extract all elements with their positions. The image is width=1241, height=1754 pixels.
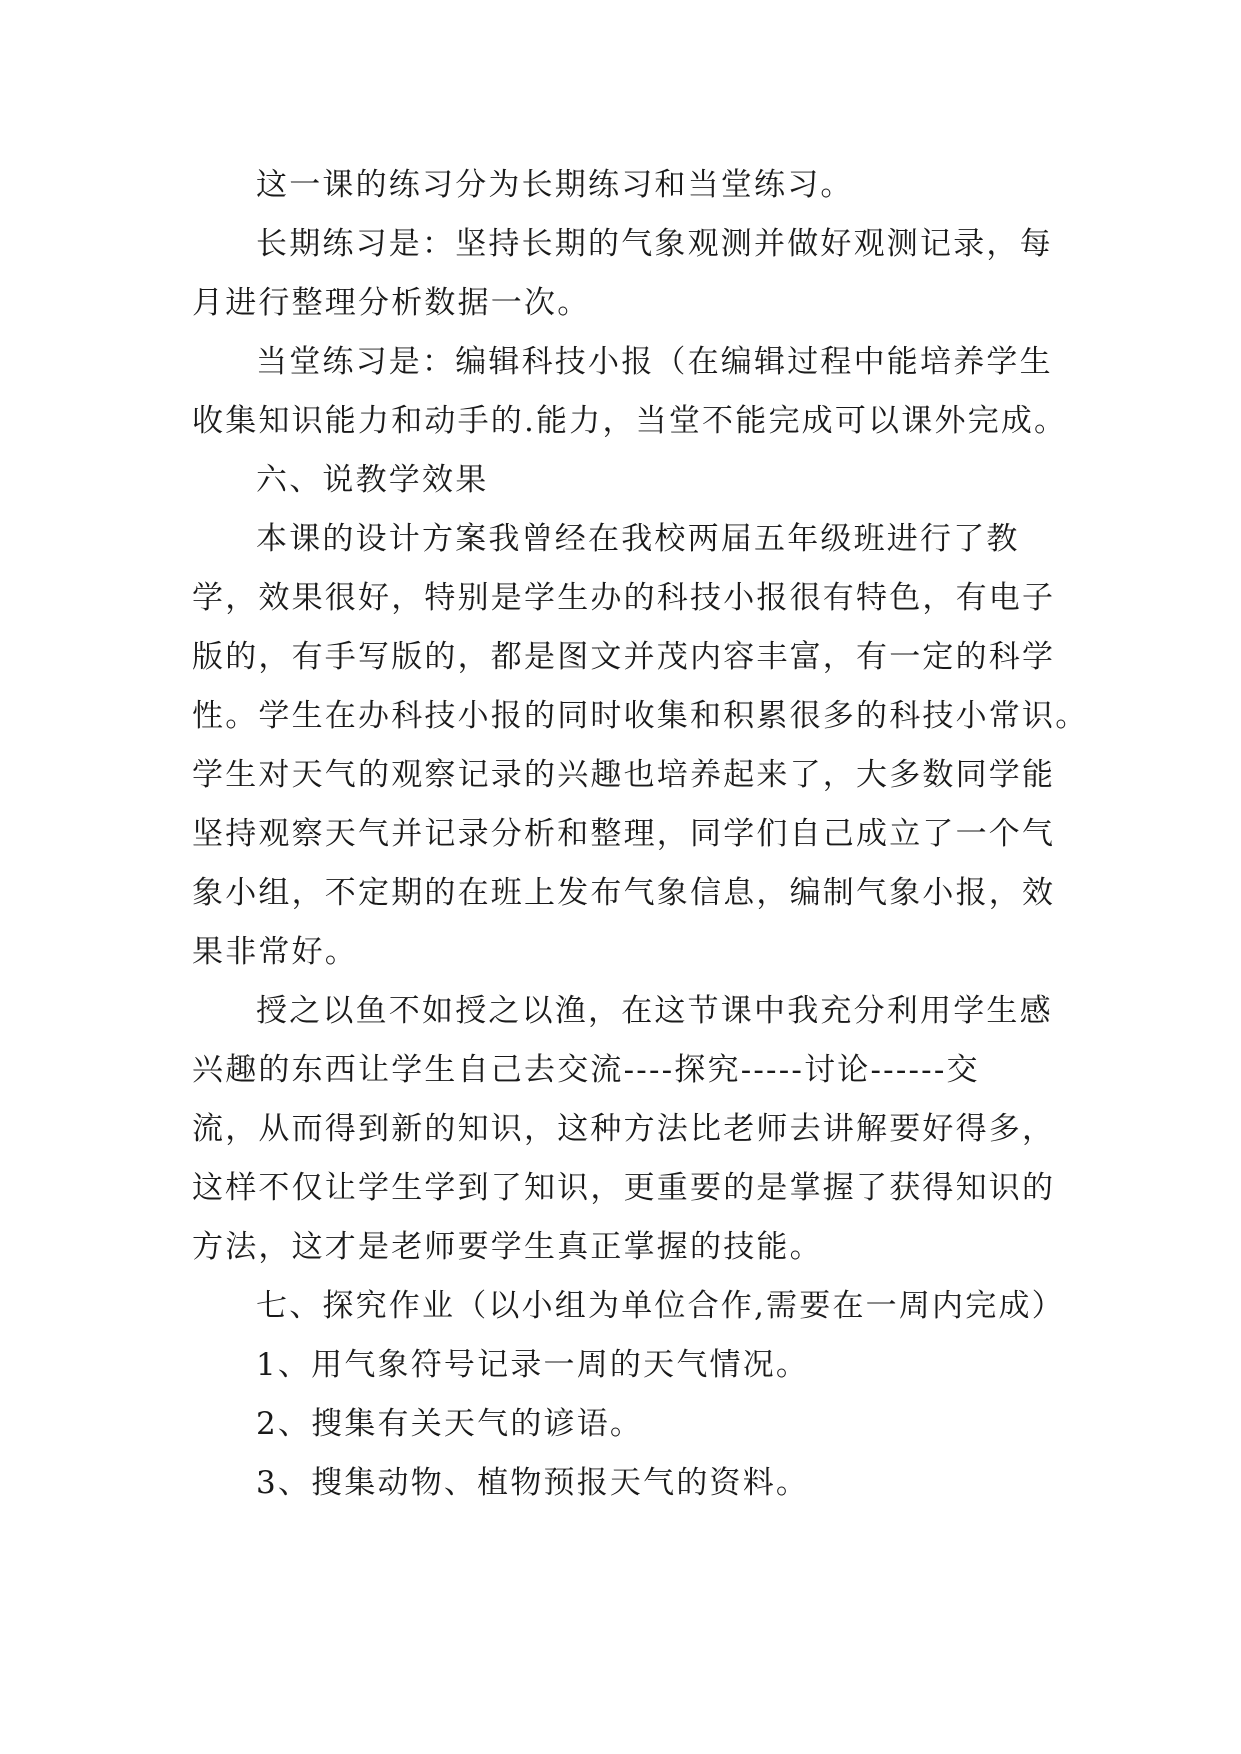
text-line: 2、搜集有关天气的谚语。 — [256, 1406, 644, 1442]
document-body — [192, 156, 1089, 1513]
text-line: 性。学生在办科技小报的同时收集和积累很多的科技小常识。 — [192, 698, 1089, 734]
text-line: 1、用气象符号记录一周的天气情况。 — [256, 1347, 810, 1383]
text-line: 学，效果很好，特别是学生办的科技小报很有特色，有电子 — [192, 580, 1056, 616]
text-line: 兴趣的东西让学生自己去交流----探究-----讨论------交 — [192, 1052, 980, 1088]
text-line: 长期练习是：坚持长期的气象观测并做好观测记录，每 — [256, 226, 1053, 262]
text-line: 坚持观察天气并记录分析和整理，同学们自己成立了一个气 — [192, 816, 1056, 852]
text-line: 收集知识能力和动手的.能力，当堂不能完成可以课外完成。 — [192, 403, 1068, 439]
text-line: 3、搜集动物、植物预报天气的资料。 — [256, 1465, 810, 1501]
text-line: 这一课的练习分为长期练习和当堂练习。 — [256, 167, 854, 203]
text-line: 本课的设计方案我曾经在我校两届五年级班进行了教 — [256, 521, 1020, 557]
text-line: 学生对天气的观察记录的兴趣也培养起来了，大多数同学能 — [192, 757, 1056, 793]
text-line: 这样不仅让学生学到了知识，更重要的是掌握了获得知识的 — [192, 1170, 1056, 1206]
text-line: 六、说教学效果 — [256, 462, 489, 498]
text-line: 月进行整理分析数据一次。 — [192, 285, 591, 321]
text-line: 版的，有手写版的，都是图文并茂内容丰富，有一定的科学 — [192, 639, 1056, 675]
text-line: 授之以鱼不如授之以渔，在这节课中我充分利用学生感 — [256, 993, 1053, 1029]
text-line: 当堂练习是：编辑科技小报（在编辑过程中能培养学生 — [256, 344, 1053, 380]
text-line: 象小组，不定期的在班上发布气象信息，编制气象小报，效 — [192, 875, 1056, 911]
text-line: 流，从而得到新的知识，这种方法比老师去讲解要好得多， — [192, 1111, 1056, 1147]
text-line: 方法，这才是老师要学生真正掌握的技能。 — [192, 1229, 823, 1265]
text-line: 七、探究作业（以小组为单位合作,需要在一周内完成） — [256, 1288, 1065, 1324]
text-line: 果非常好。 — [192, 934, 358, 970]
